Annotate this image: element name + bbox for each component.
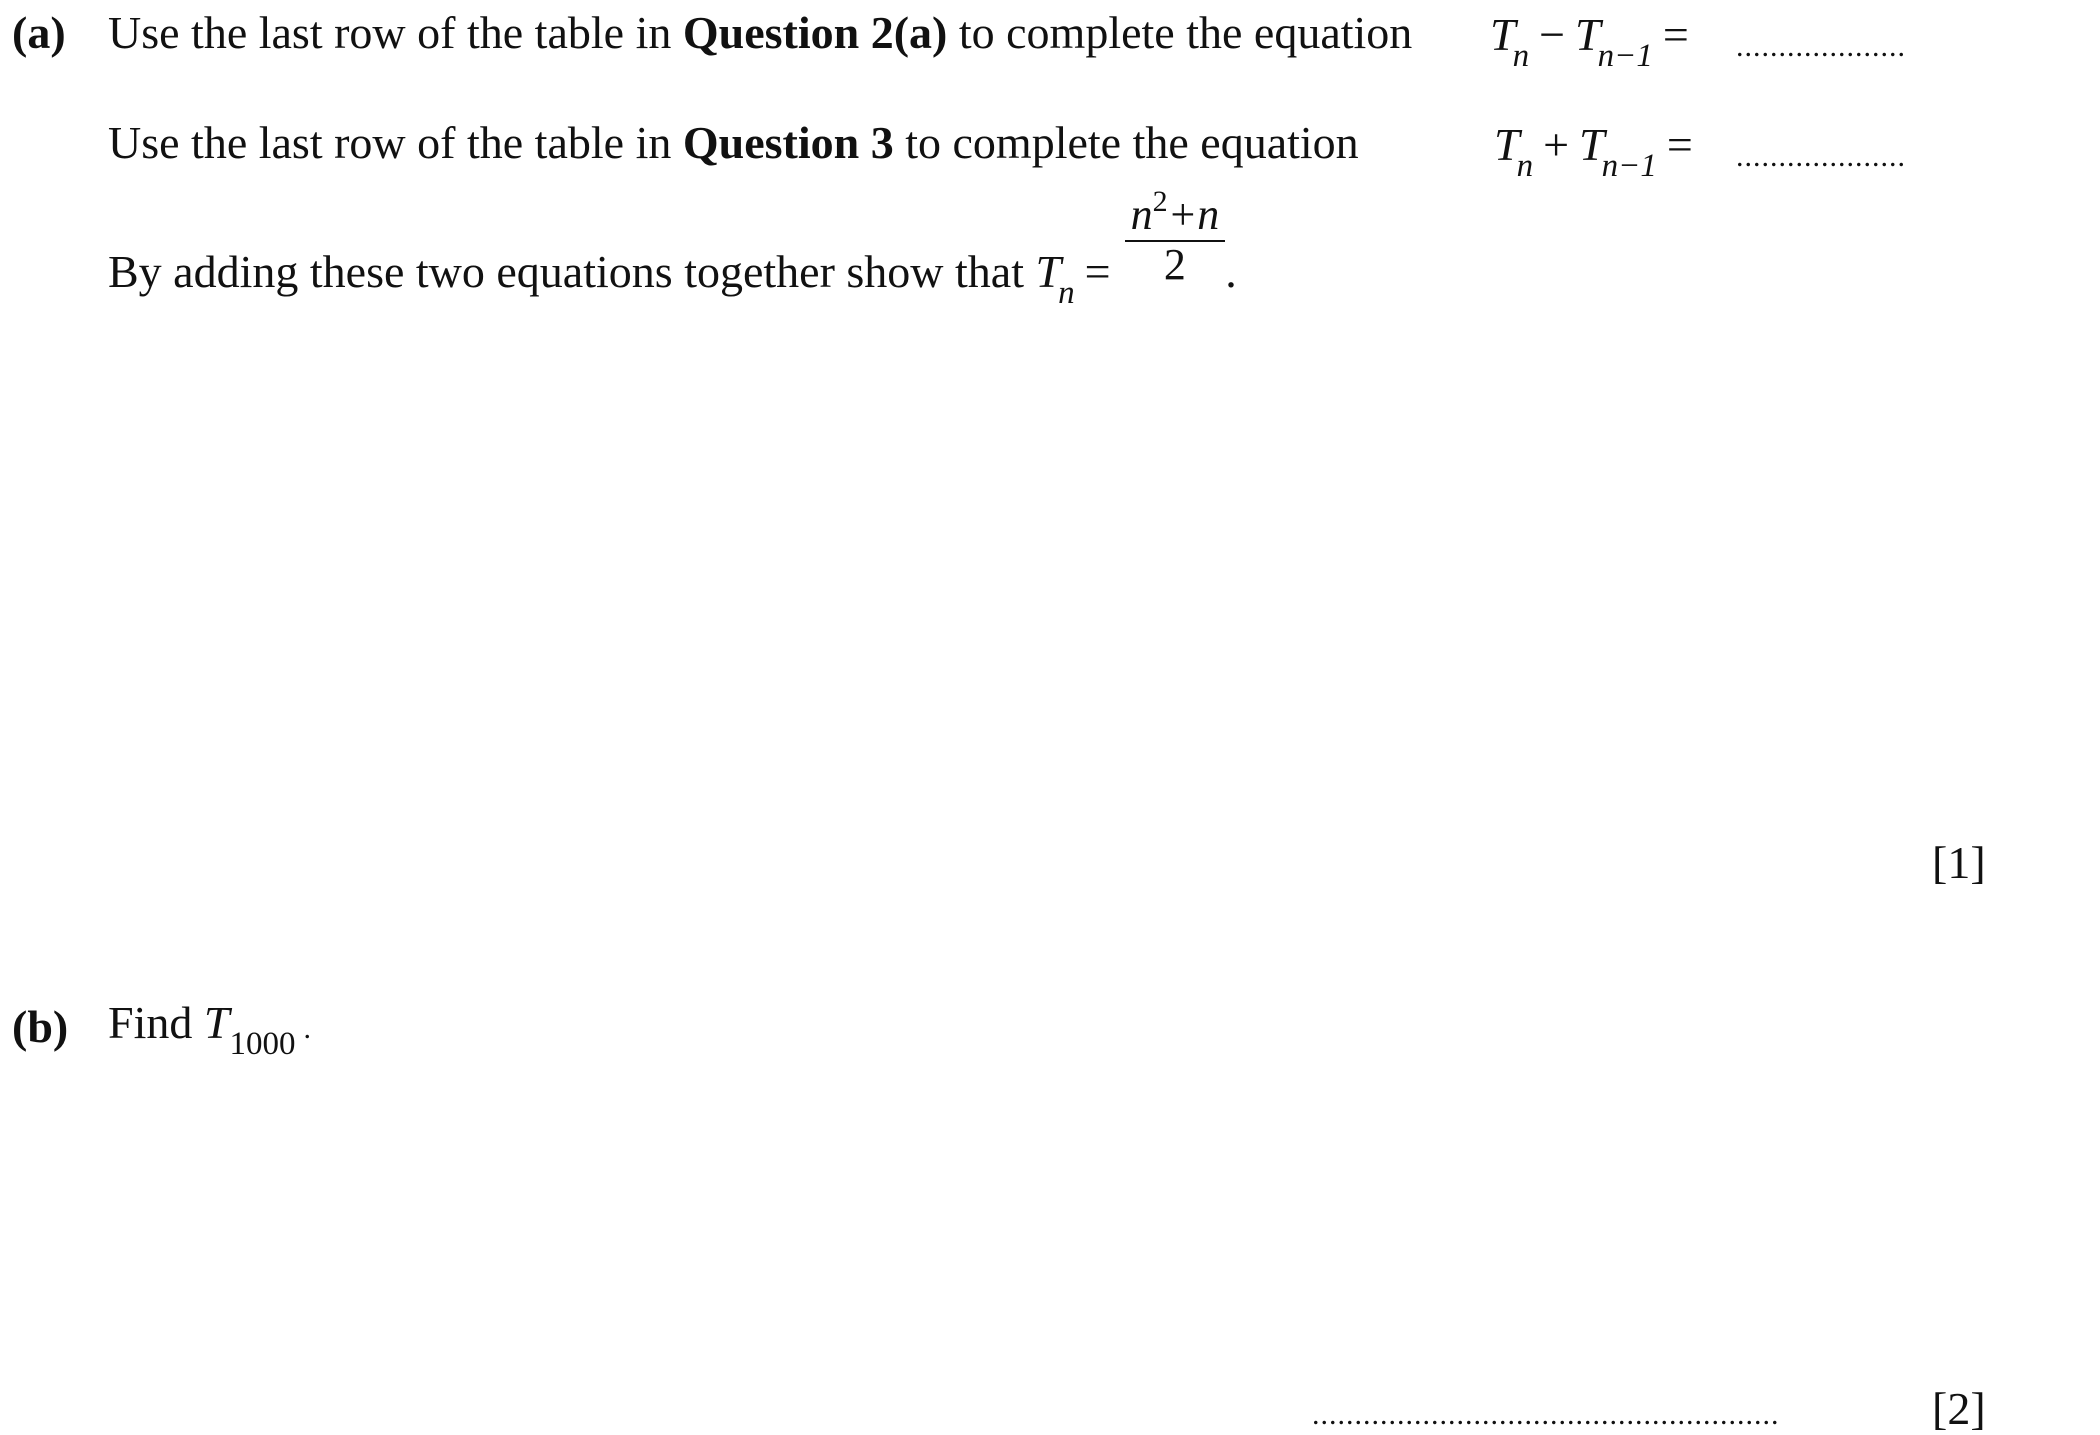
line1-answer-field[interactable]: ....................: [1736, 30, 1906, 63]
line2-pre: Use the last row of the table in: [108, 117, 683, 168]
line1-bold-ref: Question 2(a): [682, 7, 948, 58]
part-b-label: (b): [12, 1001, 69, 1052]
eq2-operator: +: [1543, 119, 1570, 170]
part-b-pre: Find: [108, 997, 204, 1048]
line2-answer-field[interactable]: ....................: [1736, 140, 1906, 173]
eq1-operator: −: [1539, 9, 1566, 60]
fraction-numerator: $n^2+n$: [1125, 192, 1226, 242]
line2-equation: [1494, 118, 1703, 184]
part-a-label: (a): [12, 7, 66, 58]
part-a-line2-text: [108, 117, 1359, 168]
part-a-line3: [108, 185, 1237, 311]
part-b-answer-field[interactable]: .......................................................: [1312, 1398, 1780, 1431]
part-b-text: [108, 997, 311, 1062]
part-a-marks: [1]: [1932, 837, 1986, 888]
eq3-equals: =: [1084, 245, 1111, 297]
fraction-denominator: 2: [1163, 240, 1186, 290]
part-b-marks: [2]: [1932, 1383, 1986, 1434]
line2-post: to complete the equation: [893, 117, 1359, 168]
part-b-T: T: [203, 997, 230, 1048]
eq2-T2: T: [1579, 119, 1605, 170]
eq1-T: T: [1490, 9, 1516, 60]
numerator-exponent: 2: [1152, 185, 1168, 218]
part-b-sub-1000: 1000: [229, 1026, 296, 1062]
eq2-sub-n-minus-1: n−1: [1601, 148, 1657, 184]
eq2-equals: =: [1666, 119, 1693, 170]
eq2-sub-n: n: [1516, 148, 1534, 184]
part-b-end: .: [303, 1012, 311, 1045]
part-a-line1-text: [108, 7, 1413, 58]
eq1-T2: T: [1575, 9, 1601, 60]
eq3-sub-n: n: [1058, 274, 1075, 311]
line1-equation: [1490, 8, 1699, 74]
line1-pre: Use the last row of the table in: [108, 7, 683, 58]
numerator-rest: +n: [1167, 190, 1220, 239]
eq2-T: T: [1494, 119, 1520, 170]
eq1-sub-n: n: [1512, 38, 1530, 74]
eq1-equals: =: [1662, 9, 1689, 60]
line3-pre: By adding these two equations together show that: [108, 245, 1036, 297]
eq1-sub-n-minus-1: n−1: [1597, 38, 1653, 74]
line1-post: to complete the equation: [947, 7, 1413, 58]
line2-bold-ref: Question 3: [682, 117, 894, 168]
line3-end: .: [1225, 245, 1237, 297]
eq3-T: T: [1035, 245, 1062, 297]
eq3-fraction: [1125, 185, 1226, 290]
